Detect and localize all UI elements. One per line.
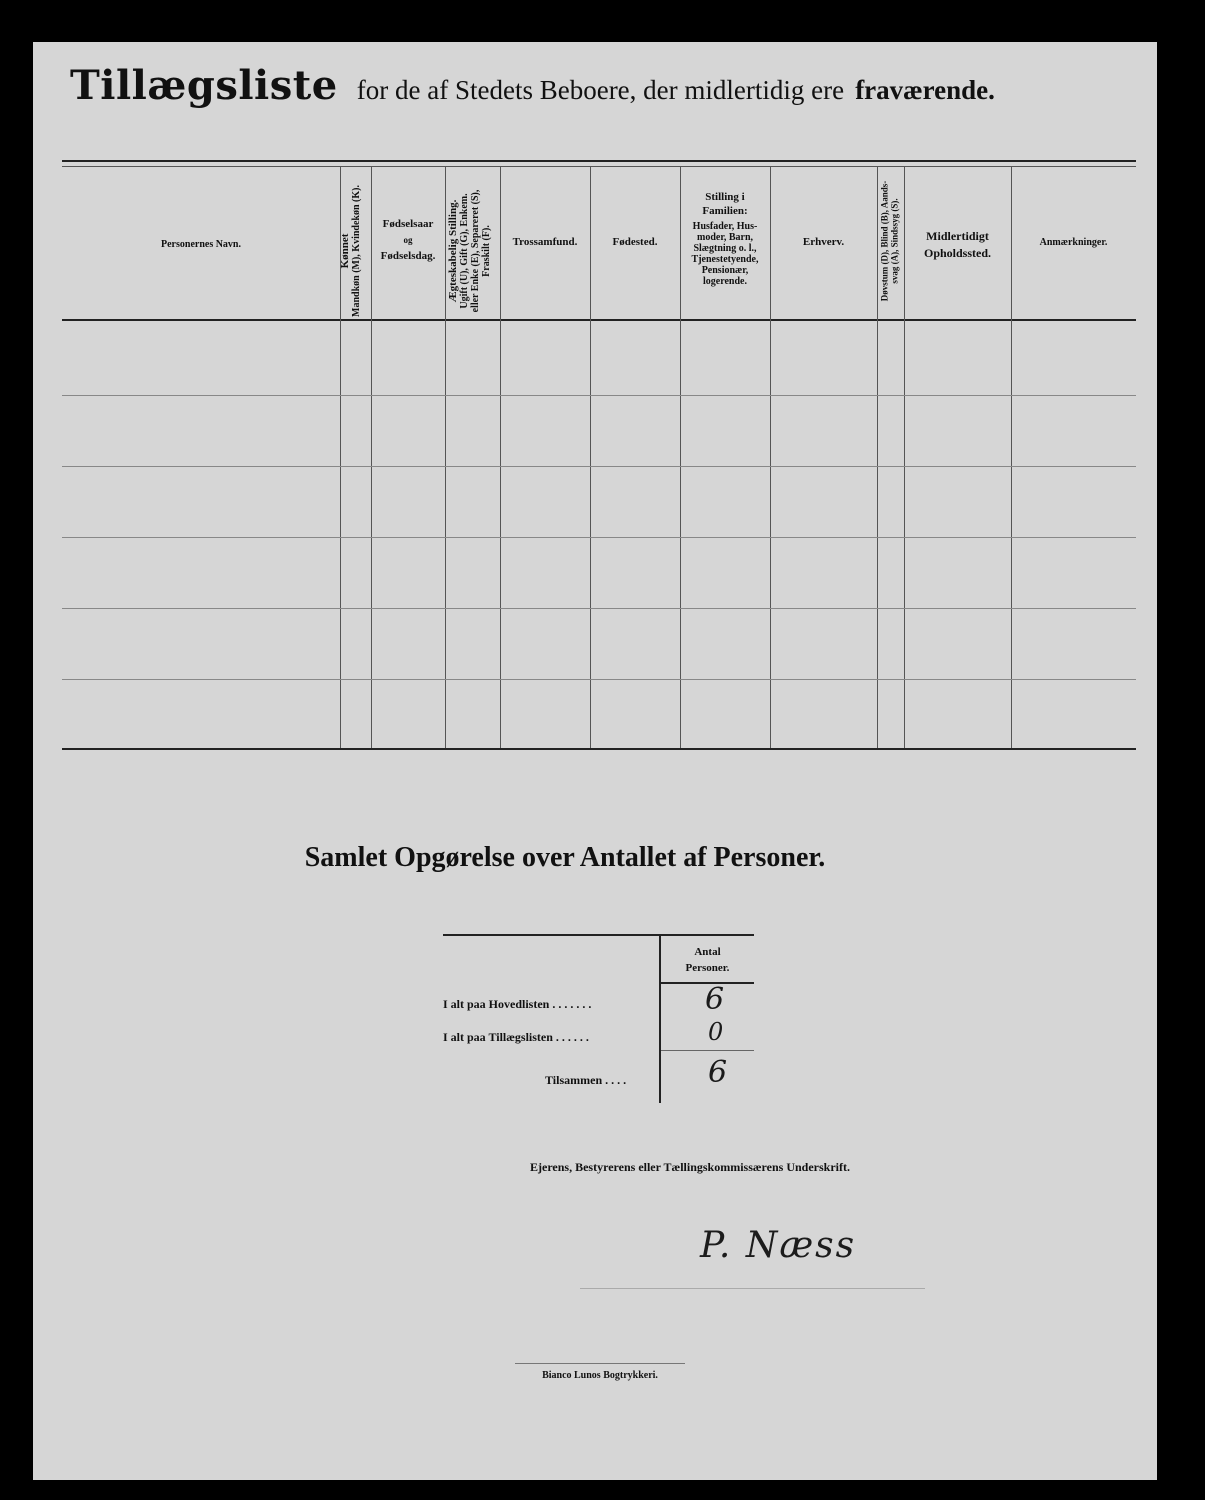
header-sex-bottom: Mandkøn (M), Kvindekøn (K). [351, 185, 362, 317]
header-family [680, 190, 770, 287]
table-row [62, 537, 1136, 538]
header-disability [880, 169, 904, 314]
summary-title: Samlet Opgørelse over Antallet af Personer. [304, 842, 826, 873]
header-birthplace: Fødested. [612, 236, 658, 248]
column-divider [590, 167, 591, 748]
header-birth-line1: Fødselsaar [382, 218, 434, 230]
header-sex [340, 171, 370, 331]
header-marital-line3: eller Enke (E), Separeret (S), [470, 189, 481, 313]
header-birth [371, 218, 445, 263]
header-family-line2: Familien: [702, 205, 748, 217]
table-row [62, 679, 1136, 680]
summary-label-total: Tilsammen . . . . [545, 1073, 627, 1087]
header-residence-line1: Midlertidigt [926, 229, 989, 243]
header-bottom-border [62, 319, 1136, 321]
header-marital-line1: Ægteskabelig Stilling. [447, 199, 459, 303]
header-marital-line2: Ugift (U), Gift (G), Enkem. [459, 193, 470, 309]
summary-value-total: 6 [708, 1055, 728, 1090]
header-occupation: Erhverv. [802, 236, 845, 248]
header-birth-line3: Fødselsdag. [380, 250, 436, 262]
handwritten-signature: P. Næss [700, 1225, 857, 1266]
header-marital [448, 176, 498, 326]
table-bottom-border [62, 748, 1136, 750]
header-remarks: Anmærkninger. [1039, 237, 1108, 248]
header-family-line4: moder, Barn, [696, 232, 754, 243]
column-divider [445, 167, 446, 748]
printer-imprint: Bianco Lunos Bogtrykkeri. [542, 1370, 658, 1381]
header-sex-top: Kønnet [339, 233, 351, 269]
header-family-line8: logerende. [703, 276, 747, 287]
header-disability-line1: Døvstum (D), Blind (B), Aands- [879, 180, 890, 302]
title-main: Tillægsliste [70, 62, 338, 109]
column-divider [1011, 167, 1012, 748]
summary-subtotal-border [661, 1050, 754, 1051]
summary-top-border [443, 934, 754, 936]
header-family-line6: Tjenestetyende, [691, 254, 759, 265]
column-divider [500, 167, 501, 748]
header-family-line1: Stilling i [705, 191, 745, 203]
summary-label-main-list: I alt paa Hovedlisten . . . . . . . [443, 997, 592, 1011]
header-residence [904, 228, 1011, 262]
header-family-line7: Pensionær, [701, 265, 749, 276]
header-family-line3: Husfader, Hus- [692, 221, 758, 232]
header-disability-line2: svag (A), Sindssyg (S). [889, 198, 900, 284]
column-divider [770, 167, 771, 748]
summary-col-header-line1: Antal [694, 946, 721, 958]
header-residence-line2: Opholdssted. [923, 246, 992, 260]
signature-line [580, 1288, 925, 1289]
table-top-border-thin [62, 166, 1136, 167]
signature-caption: Ejerens, Bestyrerens eller Tællingskommissærens Underskrift. [530, 1160, 850, 1174]
summary-value-main-list: 6 [705, 982, 725, 1017]
summary-col-header-line2: Personer. [685, 962, 730, 974]
header-birth-line2: og [403, 235, 413, 245]
summary-col-header [661, 944, 754, 976]
table-row [62, 395, 1136, 396]
form-title [70, 62, 1110, 110]
header-family-line5: Slægtning o. l., [693, 243, 757, 254]
header-name: Personernes Navn. [161, 239, 241, 250]
header-marital-line4: Fraskilt (F). [481, 225, 492, 277]
table-row [62, 466, 1136, 467]
summary-label-supplement-list: I alt paa Tillægslisten . . . . . . [443, 1030, 589, 1044]
header-religion: Trossamfund. [512, 236, 578, 248]
printer-rule [515, 1363, 685, 1364]
title-emphasis: fraværende. [855, 75, 995, 105]
summary-value-supplement-list: 0 [708, 1018, 724, 1046]
column-divider [877, 167, 878, 748]
title-subtitle: for de af Stedets Beboere, der midlertidig ere [356, 75, 845, 105]
table-top-border [62, 160, 1136, 162]
table-row [62, 608, 1136, 609]
